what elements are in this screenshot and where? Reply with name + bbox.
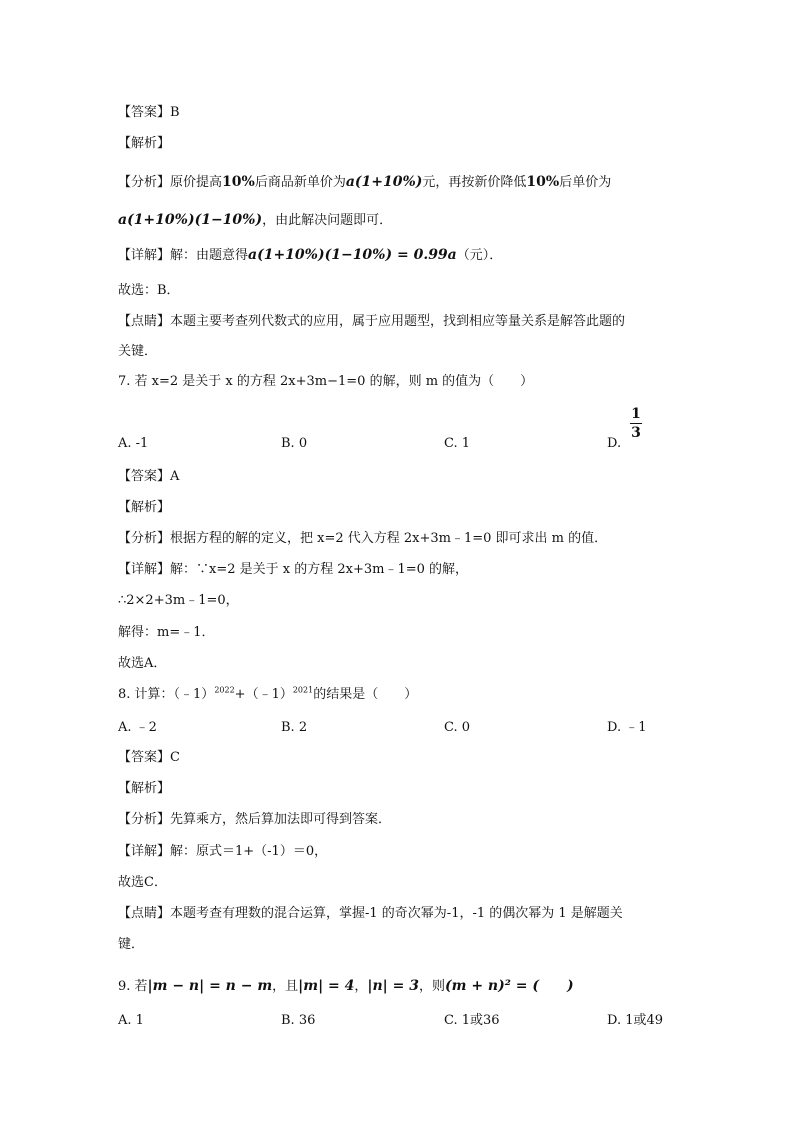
q8-fenxi: 【分析】先算乘方，然后算加法即可得到答案．	[118, 812, 392, 827]
q8-stem-b: +（﹣1）	[234, 687, 293, 702]
q8-dianjing-line1: 【点睛】本题考查有理数的混合运算，掌握-1 的奇次幂为-1，-1 的偶次幂为 1 是解题关	[118, 906, 623, 921]
q6-fenxi-text-c: 元，再按新价降低	[422, 175, 527, 190]
q8-exponent-2: 2021	[292, 685, 314, 695]
q7-option-c: C. 1	[444, 436, 471, 451]
q7-option-d-denominator: 3	[631, 425, 641, 441]
q8-exponent-1: 2022	[214, 685, 235, 695]
q6-fenxi-line2	[118, 210, 392, 231]
q6-dianjing-line1: 【点睛】本题主要考查列代数式的应用，属于应用题型，找到相应等量关系是解答此题的	[118, 314, 626, 329]
q7-analysis-head: 【解析】	[118, 500, 171, 515]
q7-option-a: A. -1	[118, 436, 149, 451]
q7-option-d: D.	[607, 436, 622, 451]
q8-option-d: D. ﹣1	[607, 720, 647, 735]
q6-analysis-head: 【解析】	[118, 136, 171, 151]
q6-dianjing-line2: 关键．	[118, 344, 158, 359]
q7-option-b: B. 0	[281, 436, 308, 451]
q9-stem	[118, 976, 574, 997]
q7-option-d-fraction	[630, 406, 642, 441]
q6-fenxi-line1	[118, 172, 611, 193]
q6-fenxi-text-a: 【分析】原价提高	[118, 175, 223, 190]
q7-stem: 7. 若 x=2 是关于 x 的方程 2x+3m−1=0 的解，则 m 的值为（ ）	[118, 374, 534, 389]
q9-expr-1: |m − n| = n − m	[147, 978, 273, 994]
q7-fraction-bar	[630, 423, 642, 424]
q6-fenxi-expr1: a(1+10%)	[345, 174, 423, 190]
q9-expr-4: (m + n)² = ( )	[445, 978, 574, 994]
q9-option-d: D. 1或49	[607, 1013, 664, 1028]
q6-xiangjie	[118, 245, 502, 266]
q7-xiangjie-line2: ∴2×2+3m﹣1=0，	[118, 593, 239, 608]
q6-fenxi-pct1: 10%	[222, 174, 255, 190]
q6-fenxi-text-e: ，由此解决问题即可．	[262, 213, 393, 228]
q6-xiangjie-text-b: （元）．	[456, 248, 503, 263]
q8-option-c: C. 0	[444, 720, 471, 735]
q7-answer: 【答案】A	[118, 469, 180, 484]
q7-fenxi: 【分析】根据方程的解的定义，把 x=2 代入方程 2x+3m﹣1=0 即可求出 m 的值．	[118, 531, 608, 546]
q9-stem-d: ，则	[419, 979, 446, 994]
q8-choose: 故选C．	[118, 875, 167, 890]
q7-xiangjie-line3: 解得：m=﹣1．	[118, 625, 215, 640]
q6-fenxi-expr2: a(1+10%)(1−10%)	[118, 212, 263, 228]
q8-option-b: B. 2	[281, 720, 308, 735]
q8-option-a: A. ﹣2	[118, 720, 157, 735]
q8-stem-c: 的结果是（ ）	[313, 687, 418, 702]
q8-analysis-head: 【解析】	[118, 781, 171, 796]
q9-option-c: C. 1或36	[444, 1013, 500, 1028]
q9-expr-3: |n| = 3	[367, 978, 419, 994]
q8-stem-a: 8. 计算：（﹣1）	[118, 687, 215, 702]
q9-stem-c: ，	[354, 979, 368, 994]
q7-option-d-numerator: 1	[631, 406, 641, 422]
q9-stem-a: 9. 若	[118, 979, 148, 994]
q6-xiangjie-expr: a(1+10%)(1−10%) = 0.99a	[248, 247, 457, 263]
q7-xiangjie-line1: 【详解】解：∵x=2 是关于 x 的方程 2x+3m﹣1=0 的解，	[118, 562, 469, 577]
q6-fenxi-pct2: 10%	[526, 174, 560, 190]
q9-option-a: A. 1	[118, 1013, 144, 1028]
q9-option-b: B. 36	[281, 1013, 316, 1028]
q6-answer: 【答案】B	[118, 105, 180, 120]
q6-xiangjie-text-a: 【详解】解：由题意得	[118, 248, 249, 263]
q6-fenxi-text-b: 后商品新单价为	[254, 175, 346, 190]
q6-choose: 故选：B．	[118, 283, 180, 298]
q9-stem-b: ，且	[272, 979, 299, 994]
q8-dianjing-line2: 键．	[118, 937, 145, 952]
q6-fenxi-text-d: 后单价为	[559, 175, 612, 190]
q7-choose: 故选A．	[118, 656, 167, 671]
q8-xiangjie: 【详解】解：原式＝1+（-1）＝0，	[118, 844, 328, 859]
q8-answer: 【答案】C	[118, 750, 180, 765]
q8-stem	[118, 685, 417, 705]
q9-expr-2: |m| = 4	[298, 978, 355, 994]
